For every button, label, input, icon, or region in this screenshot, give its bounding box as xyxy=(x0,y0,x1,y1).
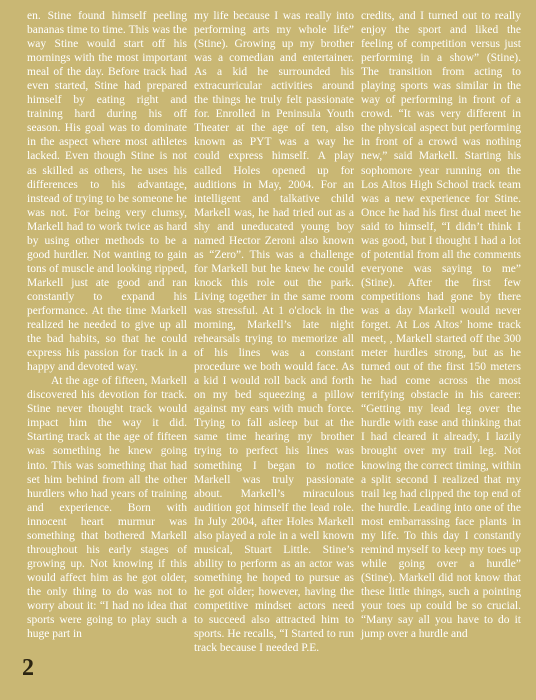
paragraph: my life because I was really into performing arts my whole life” (Stine). Growing up my brother was a comedian and entertainer. As a kid he surrounded his extracurricular activities around the things he truly felt passionate for. Enrolled in Peninsula Youth Theater at the age of ten, also known as PYT was a way he could express himself. A play called Holes opened up for auditions in May, 2004. For an intelligent and talkative child Markell was, he had tried out as a shy and uneducated young boy named Hector Zeroni also known as “Zero”. This was a challenge for Markell but he knew he could knock this role out the park. Living together in the same room was stressful. At 1 o'clock in the morning, Markell’s late night rehearsals trying to memorize all of his lines was a constant procedure we both would face. As a kid I would roll back and forth on my bed squeezing a pillow against my ears with much force. Trying to fall asleep but at the same time hearing my brother trying to perfect his lines was something I began to notice Markell was truly passionate about. Markell’s miraculous audition got himself the lead role. In July 2004, after Holes Markell also played a role in a well known musical, Stuart Little. Stine’s ability to perform as an actor was something he hoped to pursue as he got older; however, having the competitive mindset actors need to succeed also attracted him to sports. He recalls, “I Started to run track because I needed P.E. xyxy=(194,10,354,655)
paragraph: At the age of fifteen, Markell discovered his devotion for track. Stine never thought track would impact him the way it did. Starting track at the age of fifteen was something he knew going into. This was something that had set him behind from all the other hurdlers who had years of training and experience. Born with innocent heart murmur was something that bothered Markell throughout his early stages of growing up. Not knowing if this would affect him as he got older, the only thing to do was not to worry about it: “I had no idea that sports were going to play such a huge part in xyxy=(27,375,187,641)
page-number: 2 xyxy=(22,655,34,681)
paragraph: credits, and I turned out to really enjoy the sport and liked the feeling of competition versus just performing in a show” (Stine). The transition from acting to playing sports was similar in the way of performing in front of a crowd. “It was very different in the physical aspect but performing in front of a crowd was nothing new,” said Markell. Starting his sophomore year running on the Los Altos High School track team was a new experience for Stine. Once he had his first dual meet he said to himself, “I didn’t think I was good, but I thought I had a lot of potential from all the comments everyone was saying to me” (Stine). After the first few competitions had gone by there was a day Markell would never forget. At Los Altos’ home track meet, , Markell started off the 300 meter hurdles strong, but as he turned out of the first 150 meters he had come across the most terrifying obstacle in his career: “Getting my lead leg over the hurdle with ease and thinking that I had cleared it already, I lazily brought over my trail leg. Not knowing the correct timing, within a split second I realized that my trail leg had clipped the top end of the hurdle. Leading into one of the most embarrassing face plants in my life. To this day I constantly remind myself to keep my toes up while going over a hurdle” (Stine). Markell did not know that these little things, such a pointing your toes up could be so crucial. “Many say all you have to do it jump over a hurdle and xyxy=(361,10,522,641)
paragraph: en. Stine found himself peeling bananas time to time. This was the way Stine would start off his mornings with the most important meal of the day. Before track had even started, Stine had prepared himself by eating right and training hard during his off season. His goal was to dominate in the aspect where most athletes lacked. Even though Stine is not as skilled as others, he uses his differences to his advantage, instead of trying to be someone he was not. For being very clumsy, Markell had to work twice as hard by using other methods to be a good hurdler. Not wanting to gain tons of muscle and looking ripped, Markell just ate good and ran constantly to expand his performance. At the time Markell realized he needed to give up all the bad habits, so that he could express his passion for track in a happy and devoted way. xyxy=(27,10,187,374)
text-column-3 xyxy=(361,9,521,641)
text-column-1 xyxy=(27,9,187,641)
text-column-2 xyxy=(194,9,354,655)
